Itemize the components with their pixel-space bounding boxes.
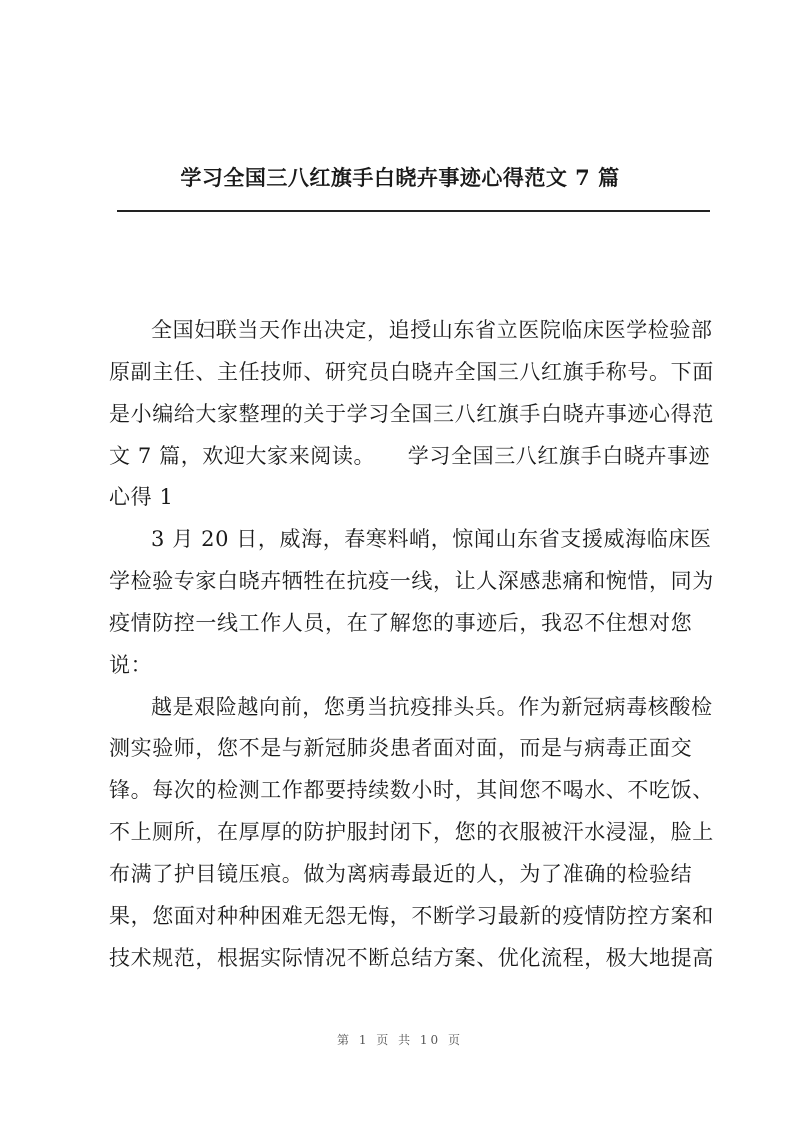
- body-line: 不上厕所，在厚厚的防护服封闭下，您的衣服被汗水浸湿，脸上: [109, 820, 714, 845]
- document-body: [109, 310, 721, 980]
- title-underline: [117, 210, 710, 212]
- body-line: 果，您面对种种困难无怨无悔，不断学习最新的疫情防控方案和: [109, 903, 714, 928]
- body-line: 原副主任、主任技师、研究员白晓卉全国三八红旗手称号。下面: [109, 359, 714, 384]
- body-line: 布满了护目镜压痕。做为离病毒最近的人，为了准确的检验结: [109, 861, 693, 886]
- body-line: 全国妇联当天作出决定，追授山东省立医院临床医学检验部: [151, 318, 713, 342]
- document-title: 学习全国三八红旗手白晓卉事迹心得范文 7 篇: [180, 165, 620, 190]
- body-line: 越是艰险越向前，您勇当抗疫排头兵。作为新冠病毒核酸检: [151, 694, 713, 719]
- body-line: 是小编给大家整理的关于学习全国三八红旗手白晓卉事迹心得范: [109, 401, 714, 426]
- body-line: 心得 1: [109, 485, 174, 510]
- body-line: 说：: [109, 652, 153, 677]
- body-line: 锋。每次的检测工作都要持续数小时，其间您不喝水、不吃饭、: [109, 778, 714, 803]
- body-line: 文 7 篇，欢迎大家来阅读。 学习全国三八红旗手白晓卉事迹: [109, 443, 711, 468]
- body-line: 技术规范，根据实际情况不断总结方案、优化流程，极大地提高: [109, 945, 714, 970]
- page-number-footer: 第 1 页 共 10 页: [337, 1033, 463, 1047]
- body-line: 3 月 20 日，威海，春寒料峭，惊闻山东省支援威海临床医: [151, 527, 712, 552]
- body-line: 测实验师，您不是与新冠肺炎患者面对面，而是与病毒正面交: [109, 736, 693, 761]
- body-line: 学检验专家白晓卉牺牲在抗疫一线，让人深感悲痛和惋惜，同为: [109, 569, 714, 594]
- body-line: 疫情防控一线工作人员，在了解您的事迹后，我忍不住想对您: [109, 610, 693, 635]
